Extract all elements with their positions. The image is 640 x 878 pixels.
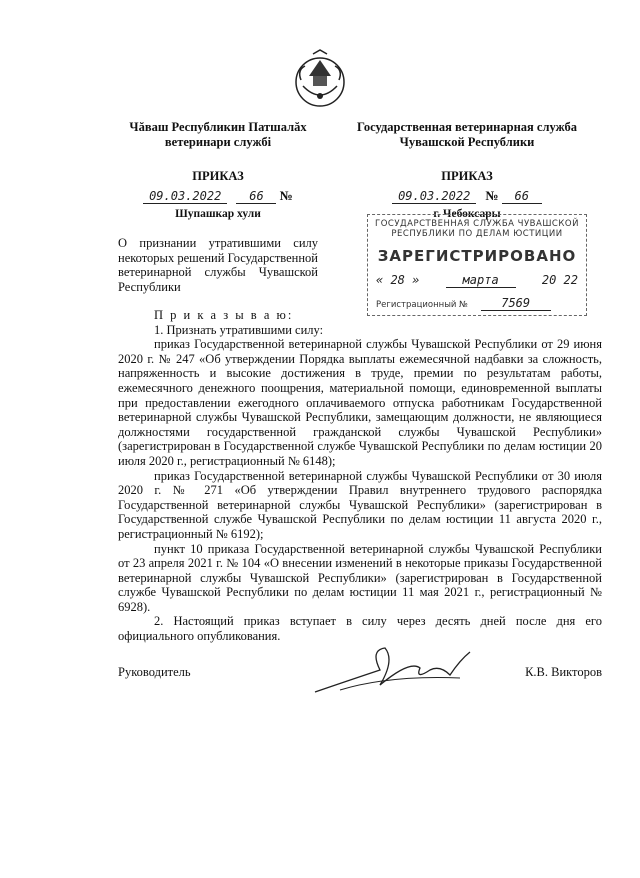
left-date: 09.03.2022 [143,189,227,204]
signer-position: Руководитель [118,665,191,679]
coat-of-arms-emblem [293,48,347,110]
right-city: г. Чебоксары [433,208,501,220]
registration-stamp [367,214,587,316]
handwritten-signature [310,640,480,700]
item-1: 1. Признать утратившими силу: [154,322,324,337]
left-number-sign: № [279,188,293,203]
stamp-reg-number: 7569 [481,296,551,311]
signer-name: К.В. Викторов [525,665,602,679]
stamp-date-row [376,273,578,288]
stamp-month: марта [446,273,516,288]
stamp-reg-label: Регистрационный № [376,300,468,310]
prikaz-left [118,169,318,220]
left-org-name: Чăваш Республикин Патшалăх ветеринари службi [129,120,307,149]
prikaz-right [352,169,582,220]
left-number: 66 [236,189,276,204]
right-date: 09.03.2022 [392,189,476,204]
stamp-year: 20 22 [541,273,578,287]
stamp-status: ЗАРЕГИСТРИРОВАНО [377,247,577,265]
orders-heading: П р и к а з ы в а ю: [154,308,294,322]
stamp-day: « 28 » [376,273,420,287]
right-number-sign: № [485,188,499,203]
paragraph-1: приказ Государственной ветеринарной службы Чувашской Республики от 29 июня 2020 г. № 247 «Об утверждении Порядка выплаты ежемесячной надбавки за сложность, напряженность и высокие достижения в труде, премии по результатам работы, ежемесячного денежного поощрения, материальной помощи, единовременной выплаты при предоставлении ежегодного оплачиваемого отпуска работникам Государственной ветеринарной службы Чувашской Республики, замещающим должности, не являющиеся должностями государственной гражданской службы Чувашской Республики» (зарегистрирован в Государственной службе Чувашской Республики по делам юстиции 20 июля 2020 г., регистрационный № 6148); [118,337,602,468]
paragraph-2: приказ Государственной ветеринарной службы Чувашской Республики от 30 июля 2020 г. № 271 «Об утверждении Правил внутреннего трудового распорядка Государственной ветеринарной службы Чувашской Республики» (зарегистрирован в Государственной службе Чувашской Республики по делам юстиции 11 августа 2020 г., регистрационный № 6192); [118,468,602,541]
item-2: 2. Настоящий приказ вступает в силу через десять дней после дня его официального опубликования. [118,614,602,644]
prikaz-label-left: ПРИКАЗ [192,169,244,183]
right-number: 66 [502,189,542,204]
paragraph-3: пункт 10 приказа Государственной ветеринарной службы Чувашской Республики от 23 апреля 2021 г. № 104 «О внесении изменений в некоторые приказы Государственной ветеринарной службы Чувашской Республики» (зарегистрирован в Государственной службе Чувашской Республики по делам юстиции 11 мая 2021 г., регистрационный № 6928). [118,541,602,614]
right-org-name: Государственная ветеринарная служба Чувашской Республики [357,120,577,149]
document-body [118,308,602,644]
stamp-org: ГОСУДАРСТВЕННАЯ СЛУЖБА ЧУВАШСКОЙ РЕСПУБЛИКИ ПО ДЕЛАМ ЮСТИЦИИ [375,219,579,239]
document-title: О признании утратившими силу некоторых решений Государственной ветеринарной службы Чувашской Республики [118,236,318,294]
prikaz-label-right: ПРИКАЗ [441,169,493,183]
left-city: Шупашкар хули [175,208,261,220]
